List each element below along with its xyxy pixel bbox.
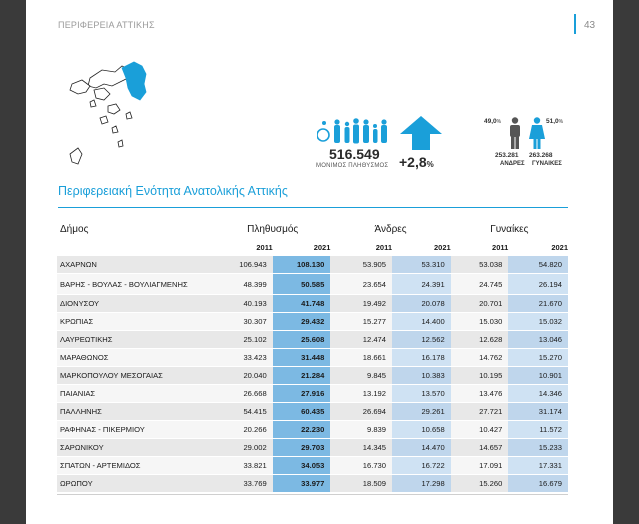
cell-p11: 33.821 [215,457,273,475]
table-row [57,313,568,331]
col-pop-2021: 2021 [313,243,331,252]
cell-m21: 10.383 [392,367,451,385]
cell-p11: 29.002 [215,439,273,457]
cell-w11: 12.628 [451,331,509,349]
cell-p21: 31.448 [273,349,331,367]
women-percentage: 51,0% [546,118,564,125]
cell-m21: 16.722 [392,457,451,475]
cell-m21: 29.261 [392,403,451,421]
cell-p11: 33.423 [215,349,273,367]
cell-w11: 13.476 [451,385,509,403]
cell-m21: 53.310 [392,256,451,274]
cell-p11: 25.102 [215,331,273,349]
man-icon [508,117,522,149]
population-label: ΜΟΝΙΜΟΣ ΠΛΗΘΥΣΜΟΣ [316,163,389,169]
cell-w21: 26.194 [508,274,568,295]
women-label: ΓΥΝΑΙΚΕΣ [532,161,562,167]
municipality-name: ΛΑΥΡΕΩΤΙΚΗΣ [57,331,215,349]
men-count: 253.281 [495,152,519,159]
report-page [26,0,613,524]
table-row [57,457,568,475]
municipality-name: ΚΡΩΠΙΑΣ [57,313,215,331]
col-blank [57,240,215,256]
cell-w11: 10.195 [451,367,509,385]
cell-m11: 26.694 [330,403,392,421]
col-population: Πληθυσμός [247,223,299,235]
cell-w21: 15.270 [508,349,568,367]
table-row [57,367,568,385]
cell-w11: 15.260 [451,475,509,493]
col-men-2011: 2011 [375,243,393,252]
cell-m11: 14.345 [330,439,392,457]
cell-w11: 14.657 [451,439,509,457]
cell-m11: 9.845 [330,367,392,385]
table-row [57,475,568,493]
cell-p11: 20.266 [215,421,273,439]
municipality-name: ΠΑΙΑΝΙΑΣ [57,385,215,403]
cell-w21: 16.679 [508,475,568,493]
cell-m11: 16.730 [330,457,392,475]
table-row [57,385,568,403]
men-percentage: 49,0% [484,118,502,125]
cell-w21: 15.032 [508,313,568,331]
men-label: ΑΝΔΡΕΣ [500,161,525,167]
cell-w11: 15.030 [451,313,509,331]
cell-w21: 15.233 [508,439,568,457]
table-row [57,256,568,274]
cell-p21: 25.608 [273,331,331,349]
cell-p21: 34.053 [273,457,331,475]
cell-m11: 12.474 [330,331,392,349]
cell-w21: 14.346 [508,385,568,403]
cell-w21: 31.174 [508,403,568,421]
municipality-name: ΠΑΛΛΗΝΗΣ [57,403,215,421]
col-pop-2011: 2011 [256,243,273,252]
municipality-name: ΑΧΑΡΝΩΝ [57,256,215,274]
municipality-name: ΩΡΩΠΟΥ [57,475,215,493]
cell-m21: 17.298 [392,475,451,493]
cell-p21: 29.703 [273,439,331,457]
municipality-name: ΣΠΑΤΩΝ - ΑΡΤΕΜΙΔΟΣ [57,457,215,475]
cell-w11: 27.721 [451,403,509,421]
cell-m11: 13.192 [330,385,392,403]
cell-m21: 13.570 [392,385,451,403]
cell-p11: 20.040 [215,367,273,385]
cell-m21: 12.562 [392,331,451,349]
women-count: 263.268 [529,152,553,159]
table-bottom-rule [57,494,568,495]
municipality-name: ΡΑΦΗΝΑΣ - ΠΙΚΕΡΜΙΟΥ [57,421,215,439]
table-row [57,331,568,349]
cell-p21: 41.748 [273,295,331,313]
growth-arrow-icon [400,116,442,150]
cell-p21: 33.977 [273,475,331,493]
section-divider [58,207,568,208]
cell-m11: 53.905 [330,256,392,274]
col-women-2021: 2021 [551,243,568,252]
cell-w21: 13.046 [508,331,568,349]
cell-p21: 21.284 [273,367,331,385]
table-row [57,439,568,457]
municipality-name: ΒΑΡΗΣ - ΒΟΥΛΑΣ - ΒΟΥΛΙΑΓΜΕΝΗΣ [57,274,215,295]
col-women-2011: 2011 [492,243,509,252]
page-number: 43 [584,20,596,31]
cell-p21: 50.585 [273,274,331,295]
cell-p11: 48.399 [215,274,273,295]
cell-w11: 17.091 [451,457,509,475]
col-women: Γυναίκες [490,223,529,235]
col-municipality: Δήμος [60,223,89,235]
cell-p11: 40.193 [215,295,273,313]
cell-w11: 14.762 [451,349,509,367]
col-men: Άνδρες [374,223,407,235]
cell-p21: 29.432 [273,313,331,331]
cell-w21: 17.331 [508,457,568,475]
region-header: ΠΕΡΙΦΕΡΕΙΑ ΑΤΤΙΚΗΣ [58,20,155,30]
cell-m11: 18.661 [330,349,392,367]
population-people-icon [317,117,397,145]
cell-p21: 108.130 [273,256,331,274]
woman-icon [529,117,545,149]
cell-p21: 60.435 [273,403,331,421]
cell-m21: 20.078 [392,295,451,313]
municipality-name: ΜΑΡΚΟΠΟΥΛΟΥ ΜΕΣΟΓΑΙΑΣ [57,367,215,385]
table-row [57,274,568,295]
cell-p11: 30.307 [215,313,273,331]
cell-p21: 27.916 [273,385,331,403]
cell-m21: 16.178 [392,349,451,367]
section-title: Περιφερειακή Ενότητα Ανατολικής Αττικής [58,184,288,198]
growth-unit: % [426,160,434,169]
cell-p11: 33.769 [215,475,273,493]
municipality-name: ΜΑΡΑΘΩΝΟΣ [57,349,215,367]
cell-w21: 10.901 [508,367,568,385]
cell-m11: 15.277 [330,313,392,331]
cell-m21: 24.391 [392,274,451,295]
cell-m11: 23.654 [330,274,392,295]
cell-w11: 10.427 [451,421,509,439]
cell-m11: 9.839 [330,421,392,439]
cell-p21: 22.230 [273,421,331,439]
cell-m21: 10.658 [392,421,451,439]
cell-m11: 19.492 [330,295,392,313]
population-total: 516.549 [329,146,380,162]
cell-p11: 106.943 [215,256,273,274]
cell-w11: 20.701 [451,295,509,313]
cell-w21: 11.572 [508,421,568,439]
attica-map-icon [60,56,160,176]
cell-m11: 18.509 [330,475,392,493]
municipality-name: ΔΙΟΝΥΣΟΥ [57,295,215,313]
cell-p11: 54.415 [215,403,273,421]
cell-w21: 21.670 [508,295,568,313]
cell-w11: 53.038 [451,256,509,274]
table-row [57,349,568,367]
cell-w11: 24.745 [451,274,509,295]
table-row [57,295,568,313]
population-table [57,218,568,492]
growth-value: +2,8 [399,154,427,170]
cell-m21: 14.400 [392,313,451,331]
municipality-name: ΣΑΡΩΝΙΚΟΥ [57,439,215,457]
col-men-2021: 2021 [433,243,451,252]
growth-rate [399,154,434,170]
table-row [57,403,568,421]
cell-p11: 26.668 [215,385,273,403]
cell-m21: 14.470 [392,439,451,457]
cell-w21: 54.820 [508,256,568,274]
table-row [57,421,568,439]
header-divider [574,14,576,34]
